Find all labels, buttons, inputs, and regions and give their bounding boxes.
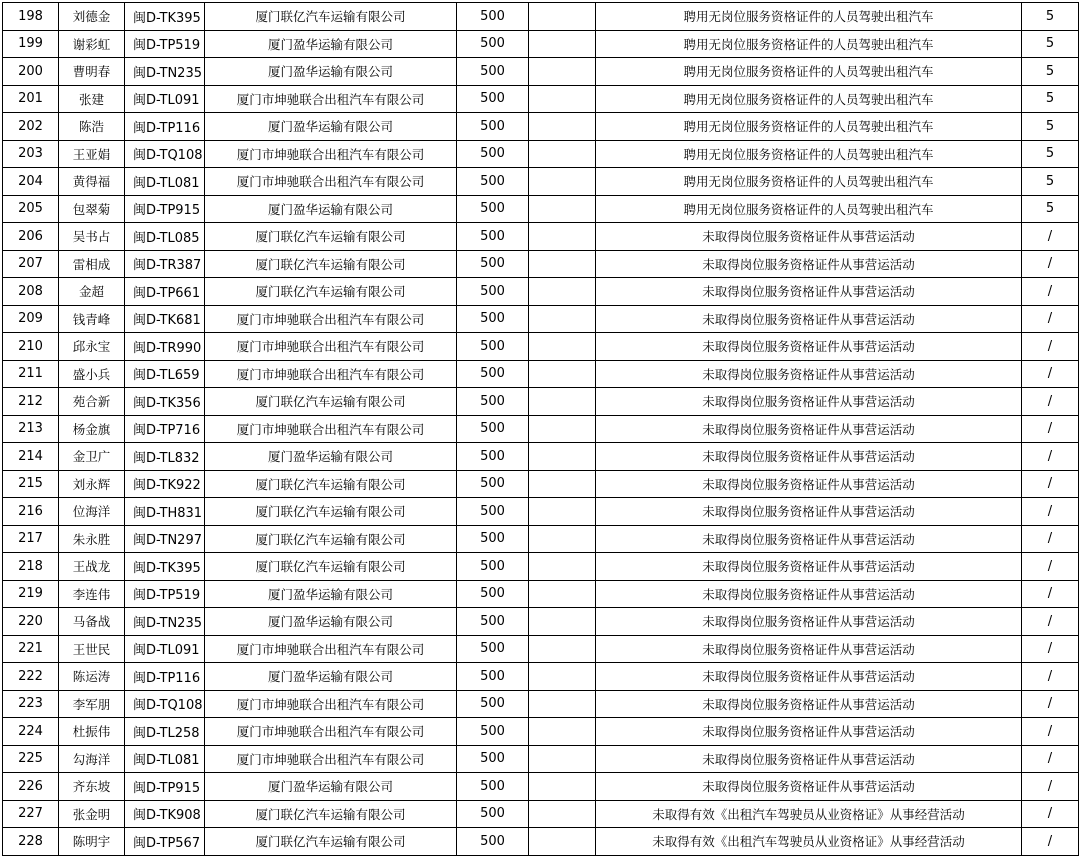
blank-cell xyxy=(529,443,596,471)
plate-number-cell: 闽D-TK908 xyxy=(125,800,205,828)
fine-amount-cell: 500 xyxy=(457,608,529,636)
fine-amount-cell: 500 xyxy=(457,690,529,718)
score-cell: / xyxy=(1022,360,1079,388)
plate-number-cell: 闽D-TK395 xyxy=(125,553,205,581)
fine-amount-cell: 500 xyxy=(457,635,529,663)
blank-cell xyxy=(529,498,596,526)
company-cell: 厦门盈华运输有限公司 xyxy=(205,608,457,636)
score-cell: / xyxy=(1022,553,1079,581)
table-row xyxy=(3,333,1079,361)
score-cell: 5 xyxy=(1022,30,1079,58)
violation-cell: 未取得岗位服务资格证件从事营运活动 xyxy=(596,470,1022,498)
company-cell: 厦门市坤驰联合出租汽车有限公司 xyxy=(205,745,457,773)
row-number-cell: 219 xyxy=(3,580,59,608)
row-number-cell: 203 xyxy=(3,140,59,168)
violation-cell: 未取得岗位服务资格证件从事营运活动 xyxy=(596,443,1022,471)
driver-name-cell: 陈明宇 xyxy=(59,828,125,856)
row-number-cell: 206 xyxy=(3,223,59,251)
row-number-cell: 204 xyxy=(3,168,59,196)
fine-amount-cell: 500 xyxy=(457,278,529,306)
plate-number-cell: 闽D-TR990 xyxy=(125,333,205,361)
plate-number-cell: 闽D-TP116 xyxy=(125,113,205,141)
driver-name-cell: 王战龙 xyxy=(59,553,125,581)
fine-amount-cell: 500 xyxy=(457,525,529,553)
driver-name-cell: 包翠菊 xyxy=(59,195,125,223)
blank-cell xyxy=(529,195,596,223)
driver-name-cell: 李军朋 xyxy=(59,690,125,718)
plate-number-cell: 闽D-TQ108 xyxy=(125,690,205,718)
fine-amount-cell: 500 xyxy=(457,30,529,58)
plate-number-cell: 闽D-TP716 xyxy=(125,415,205,443)
company-cell: 厦门联亿汽车运输有限公司 xyxy=(205,388,457,416)
table-row xyxy=(3,525,1079,553)
company-cell: 厦门联亿汽车运输有限公司 xyxy=(205,3,457,31)
table-row xyxy=(3,85,1079,113)
table-body xyxy=(3,3,1079,856)
plate-number-cell: 闽D-TP915 xyxy=(125,195,205,223)
score-cell: 5 xyxy=(1022,195,1079,223)
driver-name-cell: 陈浩 xyxy=(59,113,125,141)
table-row xyxy=(3,58,1079,86)
table-row xyxy=(3,3,1079,31)
fine-amount-cell: 500 xyxy=(457,333,529,361)
blank-cell xyxy=(529,360,596,388)
blank-cell xyxy=(529,580,596,608)
plate-number-cell: 闽D-TP519 xyxy=(125,30,205,58)
table-row xyxy=(3,195,1079,223)
company-cell: 厦门联亿汽车运输有限公司 xyxy=(205,525,457,553)
company-cell: 厦门联亿汽车运输有限公司 xyxy=(205,828,457,856)
driver-name-cell: 李连伟 xyxy=(59,580,125,608)
company-cell: 厦门联亿汽车运输有限公司 xyxy=(205,250,457,278)
row-number-cell: 201 xyxy=(3,85,59,113)
driver-name-cell: 张建 xyxy=(59,85,125,113)
plate-number-cell: 闽D-TQ108 xyxy=(125,140,205,168)
violation-cell: 未取得岗位服务资格证件从事营运活动 xyxy=(596,525,1022,553)
fine-amount-cell: 500 xyxy=(457,3,529,31)
violation-cell: 未取得岗位服务资格证件从事营运活动 xyxy=(596,278,1022,306)
score-cell: 5 xyxy=(1022,85,1079,113)
score-cell: / xyxy=(1022,773,1079,801)
company-cell: 厦门盈华运输有限公司 xyxy=(205,580,457,608)
violation-cell: 未取得岗位服务资格证件从事营运活动 xyxy=(596,635,1022,663)
blank-cell xyxy=(529,305,596,333)
plate-number-cell: 闽D-TK681 xyxy=(125,305,205,333)
plate-number-cell: 闽D-TK395 xyxy=(125,3,205,31)
fine-amount-cell: 500 xyxy=(457,498,529,526)
row-number-cell: 222 xyxy=(3,663,59,691)
violation-cell: 未取得岗位服务资格证件从事营运活动 xyxy=(596,415,1022,443)
company-cell: 厦门盈华运输有限公司 xyxy=(205,58,457,86)
fine-amount-cell: 500 xyxy=(457,85,529,113)
score-cell: / xyxy=(1022,635,1079,663)
driver-name-cell: 吴书占 xyxy=(59,223,125,251)
score-cell: / xyxy=(1022,745,1079,773)
plate-number-cell: 闽D-TN235 xyxy=(125,58,205,86)
driver-name-cell: 朱永胜 xyxy=(59,525,125,553)
driver-name-cell: 王亚娟 xyxy=(59,140,125,168)
plate-number-cell: 闽D-TL091 xyxy=(125,85,205,113)
plate-number-cell: 闽D-TH831 xyxy=(125,498,205,526)
violation-cell: 聘用无岗位服务资格证件的人员驾驶出租汽车 xyxy=(596,85,1022,113)
blank-cell xyxy=(529,635,596,663)
row-number-cell: 207 xyxy=(3,250,59,278)
blank-cell xyxy=(529,30,596,58)
table-row xyxy=(3,608,1079,636)
violation-cell: 未取得岗位服务资格证件从事营运活动 xyxy=(596,250,1022,278)
score-cell: / xyxy=(1022,223,1079,251)
score-cell: 5 xyxy=(1022,113,1079,141)
table-row xyxy=(3,443,1079,471)
blank-cell xyxy=(529,828,596,856)
table-row xyxy=(3,828,1079,856)
violation-cell: 未取得岗位服务资格证件从事营运活动 xyxy=(596,360,1022,388)
score-cell: / xyxy=(1022,690,1079,718)
blank-cell xyxy=(529,800,596,828)
score-cell: / xyxy=(1022,388,1079,416)
driver-name-cell: 黄得福 xyxy=(59,168,125,196)
row-number-cell: 221 xyxy=(3,635,59,663)
row-number-cell: 216 xyxy=(3,498,59,526)
company-cell: 厦门盈华运输有限公司 xyxy=(205,195,457,223)
score-cell: / xyxy=(1022,415,1079,443)
score-cell: 5 xyxy=(1022,3,1079,31)
violation-cell: 聘用无岗位服务资格证件的人员驾驶出租汽车 xyxy=(596,195,1022,223)
plate-number-cell: 闽D-TL832 xyxy=(125,443,205,471)
blank-cell xyxy=(529,278,596,306)
plate-number-cell: 闽D-TL258 xyxy=(125,718,205,746)
fine-amount-cell: 500 xyxy=(457,773,529,801)
violation-cell: 未取得岗位服务资格证件从事营运活动 xyxy=(596,305,1022,333)
row-number-cell: 215 xyxy=(3,470,59,498)
row-number-cell: 214 xyxy=(3,443,59,471)
violation-cell: 未取得岗位服务资格证件从事营运活动 xyxy=(596,690,1022,718)
violation-cell: 聘用无岗位服务资格证件的人员驾驶出租汽车 xyxy=(596,58,1022,86)
blank-cell xyxy=(529,470,596,498)
blank-cell xyxy=(529,553,596,581)
fine-amount-cell: 500 xyxy=(457,140,529,168)
driver-name-cell: 曹明春 xyxy=(59,58,125,86)
table-row xyxy=(3,635,1079,663)
company-cell: 厦门市坤驰联合出租汽车有限公司 xyxy=(205,360,457,388)
blank-cell xyxy=(529,140,596,168)
table-row xyxy=(3,553,1079,581)
row-number-cell: 209 xyxy=(3,305,59,333)
blank-cell xyxy=(529,250,596,278)
company-cell: 厦门市坤驰联合出租汽车有限公司 xyxy=(205,168,457,196)
score-cell: / xyxy=(1022,470,1079,498)
company-cell: 厦门市坤驰联合出租汽车有限公司 xyxy=(205,718,457,746)
violation-cell: 聘用无岗位服务资格证件的人员驾驶出租汽车 xyxy=(596,140,1022,168)
company-cell: 厦门联亿汽车运输有限公司 xyxy=(205,223,457,251)
score-cell: / xyxy=(1022,305,1079,333)
table-row xyxy=(3,718,1079,746)
score-cell: 5 xyxy=(1022,168,1079,196)
fine-amount-cell: 500 xyxy=(457,470,529,498)
blank-cell xyxy=(529,58,596,86)
company-cell: 厦门市坤驰联合出租汽车有限公司 xyxy=(205,140,457,168)
fine-amount-cell: 500 xyxy=(457,718,529,746)
blank-cell xyxy=(529,718,596,746)
driver-name-cell: 盛小兵 xyxy=(59,360,125,388)
blank-cell xyxy=(529,415,596,443)
table-row xyxy=(3,800,1079,828)
driver-name-cell: 齐东坡 xyxy=(59,773,125,801)
driver-name-cell: 杨金旗 xyxy=(59,415,125,443)
table-row xyxy=(3,745,1079,773)
fine-amount-cell: 500 xyxy=(457,415,529,443)
violation-cell: 聘用无岗位服务资格证件的人员驾驶出租汽车 xyxy=(596,30,1022,58)
plate-number-cell: 闽D-TK922 xyxy=(125,470,205,498)
row-number-cell: 208 xyxy=(3,278,59,306)
blank-cell xyxy=(529,608,596,636)
row-number-cell: 202 xyxy=(3,113,59,141)
blank-cell xyxy=(529,3,596,31)
row-number-cell: 198 xyxy=(3,3,59,31)
row-number-cell: 205 xyxy=(3,195,59,223)
fine-amount-cell: 500 xyxy=(457,223,529,251)
violation-cell: 未取得有效《出租汽车驾驶员从业资格证》从事经营活动 xyxy=(596,800,1022,828)
row-number-cell: 199 xyxy=(3,30,59,58)
row-number-cell: 212 xyxy=(3,388,59,416)
company-cell: 厦门联亿汽车运输有限公司 xyxy=(205,553,457,581)
row-number-cell: 225 xyxy=(3,745,59,773)
score-cell: / xyxy=(1022,663,1079,691)
table-row xyxy=(3,360,1079,388)
score-cell: / xyxy=(1022,333,1079,361)
driver-name-cell: 张金明 xyxy=(59,800,125,828)
blank-cell xyxy=(529,333,596,361)
company-cell: 厦门联亿汽车运输有限公司 xyxy=(205,470,457,498)
fine-amount-cell: 500 xyxy=(457,360,529,388)
score-cell: / xyxy=(1022,800,1079,828)
table-row xyxy=(3,113,1079,141)
blank-cell xyxy=(529,388,596,416)
company-cell: 厦门市坤驰联合出租汽车有限公司 xyxy=(205,690,457,718)
score-cell: / xyxy=(1022,718,1079,746)
fine-amount-cell: 500 xyxy=(457,195,529,223)
table-row xyxy=(3,415,1079,443)
driver-name-cell: 金卫广 xyxy=(59,443,125,471)
company-cell: 厦门市坤驰联合出租汽车有限公司 xyxy=(205,415,457,443)
violation-cell: 未取得岗位服务资格证件从事营运活动 xyxy=(596,498,1022,526)
blank-cell xyxy=(529,745,596,773)
plate-number-cell: 闽D-TP116 xyxy=(125,663,205,691)
table-row xyxy=(3,690,1079,718)
company-cell: 厦门盈华运输有限公司 xyxy=(205,773,457,801)
violation-cell: 未取得岗位服务资格证件从事营运活动 xyxy=(596,223,1022,251)
blank-cell xyxy=(529,525,596,553)
fine-amount-cell: 500 xyxy=(457,58,529,86)
row-number-cell: 200 xyxy=(3,58,59,86)
table-row xyxy=(3,168,1079,196)
table-row xyxy=(3,278,1079,306)
score-cell: 5 xyxy=(1022,58,1079,86)
driver-name-cell: 金超 xyxy=(59,278,125,306)
table-row xyxy=(3,773,1079,801)
fine-amount-cell: 500 xyxy=(457,663,529,691)
blank-cell xyxy=(529,85,596,113)
fine-amount-cell: 500 xyxy=(457,305,529,333)
company-cell: 厦门盈华运输有限公司 xyxy=(205,443,457,471)
table-row xyxy=(3,580,1079,608)
table-row xyxy=(3,223,1079,251)
plate-number-cell: 闽D-TN297 xyxy=(125,525,205,553)
plate-number-cell: 闽D-TL091 xyxy=(125,635,205,663)
company-cell: 厦门联亿汽车运输有限公司 xyxy=(205,498,457,526)
score-cell: / xyxy=(1022,608,1079,636)
blank-cell xyxy=(529,168,596,196)
plate-number-cell: 闽D-TK356 xyxy=(125,388,205,416)
fine-amount-cell: 500 xyxy=(457,168,529,196)
score-cell: 5 xyxy=(1022,140,1079,168)
company-cell: 厦门市坤驰联合出租汽车有限公司 xyxy=(205,85,457,113)
plate-number-cell: 闽D-TN235 xyxy=(125,608,205,636)
violation-cell: 未取得岗位服务资格证件从事营运活动 xyxy=(596,388,1022,416)
violation-cell: 未取得岗位服务资格证件从事营运活动 xyxy=(596,663,1022,691)
score-cell: / xyxy=(1022,250,1079,278)
violation-cell: 未取得岗位服务资格证件从事营运活动 xyxy=(596,553,1022,581)
score-cell: / xyxy=(1022,828,1079,856)
plate-number-cell: 闽D-TP915 xyxy=(125,773,205,801)
driver-name-cell: 刘德金 xyxy=(59,3,125,31)
driver-name-cell: 勾海洋 xyxy=(59,745,125,773)
score-cell: / xyxy=(1022,443,1079,471)
score-cell: / xyxy=(1022,498,1079,526)
score-cell: / xyxy=(1022,278,1079,306)
violation-cell: 未取得岗位服务资格证件从事营运活动 xyxy=(596,333,1022,361)
plate-number-cell: 闽D-TL081 xyxy=(125,168,205,196)
company-cell: 厦门市坤驰联合出租汽车有限公司 xyxy=(205,635,457,663)
row-number-cell: 213 xyxy=(3,415,59,443)
company-cell: 厦门盈华运输有限公司 xyxy=(205,663,457,691)
table-row xyxy=(3,498,1079,526)
fine-amount-cell: 500 xyxy=(457,828,529,856)
fine-amount-cell: 500 xyxy=(457,388,529,416)
score-cell: / xyxy=(1022,580,1079,608)
table-row xyxy=(3,140,1079,168)
fine-amount-cell: 500 xyxy=(457,553,529,581)
table-row xyxy=(3,470,1079,498)
row-number-cell: 228 xyxy=(3,828,59,856)
violation-cell: 聘用无岗位服务资格证件的人员驾驶出租汽车 xyxy=(596,113,1022,141)
driver-name-cell: 邱永宝 xyxy=(59,333,125,361)
plate-number-cell: 闽D-TL081 xyxy=(125,745,205,773)
plate-number-cell: 闽D-TL659 xyxy=(125,360,205,388)
driver-name-cell: 苑合新 xyxy=(59,388,125,416)
blank-cell xyxy=(529,663,596,691)
fine-amount-cell: 500 xyxy=(457,113,529,141)
row-number-cell: 218 xyxy=(3,553,59,581)
violation-cell: 未取得岗位服务资格证件从事营运活动 xyxy=(596,718,1022,746)
plate-number-cell: 闽D-TP519 xyxy=(125,580,205,608)
row-number-cell: 220 xyxy=(3,608,59,636)
violation-cell: 未取得岗位服务资格证件从事营运活动 xyxy=(596,580,1022,608)
row-number-cell: 217 xyxy=(3,525,59,553)
violation-cell: 未取得岗位服务资格证件从事营运活动 xyxy=(596,608,1022,636)
row-number-cell: 211 xyxy=(3,360,59,388)
table-row xyxy=(3,663,1079,691)
fine-amount-cell: 500 xyxy=(457,580,529,608)
fine-amount-cell: 500 xyxy=(457,250,529,278)
company-cell: 厦门联亿汽车运输有限公司 xyxy=(205,800,457,828)
company-cell: 厦门联亿汽车运输有限公司 xyxy=(205,278,457,306)
driver-name-cell: 雷相成 xyxy=(59,250,125,278)
driver-name-cell: 杜振伟 xyxy=(59,718,125,746)
score-cell: / xyxy=(1022,525,1079,553)
plate-number-cell: 闽D-TP567 xyxy=(125,828,205,856)
row-number-cell: 224 xyxy=(3,718,59,746)
violation-cell: 未取得有效《出租汽车驾驶员从业资格证》从事经营活动 xyxy=(596,828,1022,856)
company-cell: 厦门盈华运输有限公司 xyxy=(205,113,457,141)
row-number-cell: 210 xyxy=(3,333,59,361)
table-row xyxy=(3,305,1079,333)
blank-cell xyxy=(529,773,596,801)
table-row xyxy=(3,30,1079,58)
fine-amount-cell: 500 xyxy=(457,800,529,828)
driver-name-cell: 马备战 xyxy=(59,608,125,636)
violation-cell: 未取得岗位服务资格证件从事营运活动 xyxy=(596,773,1022,801)
plate-number-cell: 闽D-TR387 xyxy=(125,250,205,278)
blank-cell xyxy=(529,223,596,251)
company-cell: 厦门市坤驰联合出租汽车有限公司 xyxy=(205,305,457,333)
driver-name-cell: 谢彩虹 xyxy=(59,30,125,58)
driver-name-cell: 刘永辉 xyxy=(59,470,125,498)
violation-cell: 未取得岗位服务资格证件从事营运活动 xyxy=(596,745,1022,773)
plate-number-cell: 闽D-TL085 xyxy=(125,223,205,251)
row-number-cell: 226 xyxy=(3,773,59,801)
driver-name-cell: 位海洋 xyxy=(59,498,125,526)
blank-cell xyxy=(529,690,596,718)
row-number-cell: 227 xyxy=(3,800,59,828)
driver-name-cell: 王世民 xyxy=(59,635,125,663)
row-number-cell: 223 xyxy=(3,690,59,718)
company-cell: 厦门市坤驰联合出租汽车有限公司 xyxy=(205,333,457,361)
violation-cell: 聘用无岗位服务资格证件的人员驾驶出租汽车 xyxy=(596,168,1022,196)
table-row xyxy=(3,388,1079,416)
plate-number-cell: 闽D-TP661 xyxy=(125,278,205,306)
driver-name-cell: 陈运涛 xyxy=(59,663,125,691)
blank-cell xyxy=(529,113,596,141)
penalty-table xyxy=(2,2,1079,856)
violation-cell: 聘用无岗位服务资格证件的人员驾驶出租汽车 xyxy=(596,3,1022,31)
company-cell: 厦门盈华运输有限公司 xyxy=(205,30,457,58)
fine-amount-cell: 500 xyxy=(457,443,529,471)
fine-amount-cell: 500 xyxy=(457,745,529,773)
driver-name-cell: 钱青峰 xyxy=(59,305,125,333)
table-row xyxy=(3,250,1079,278)
